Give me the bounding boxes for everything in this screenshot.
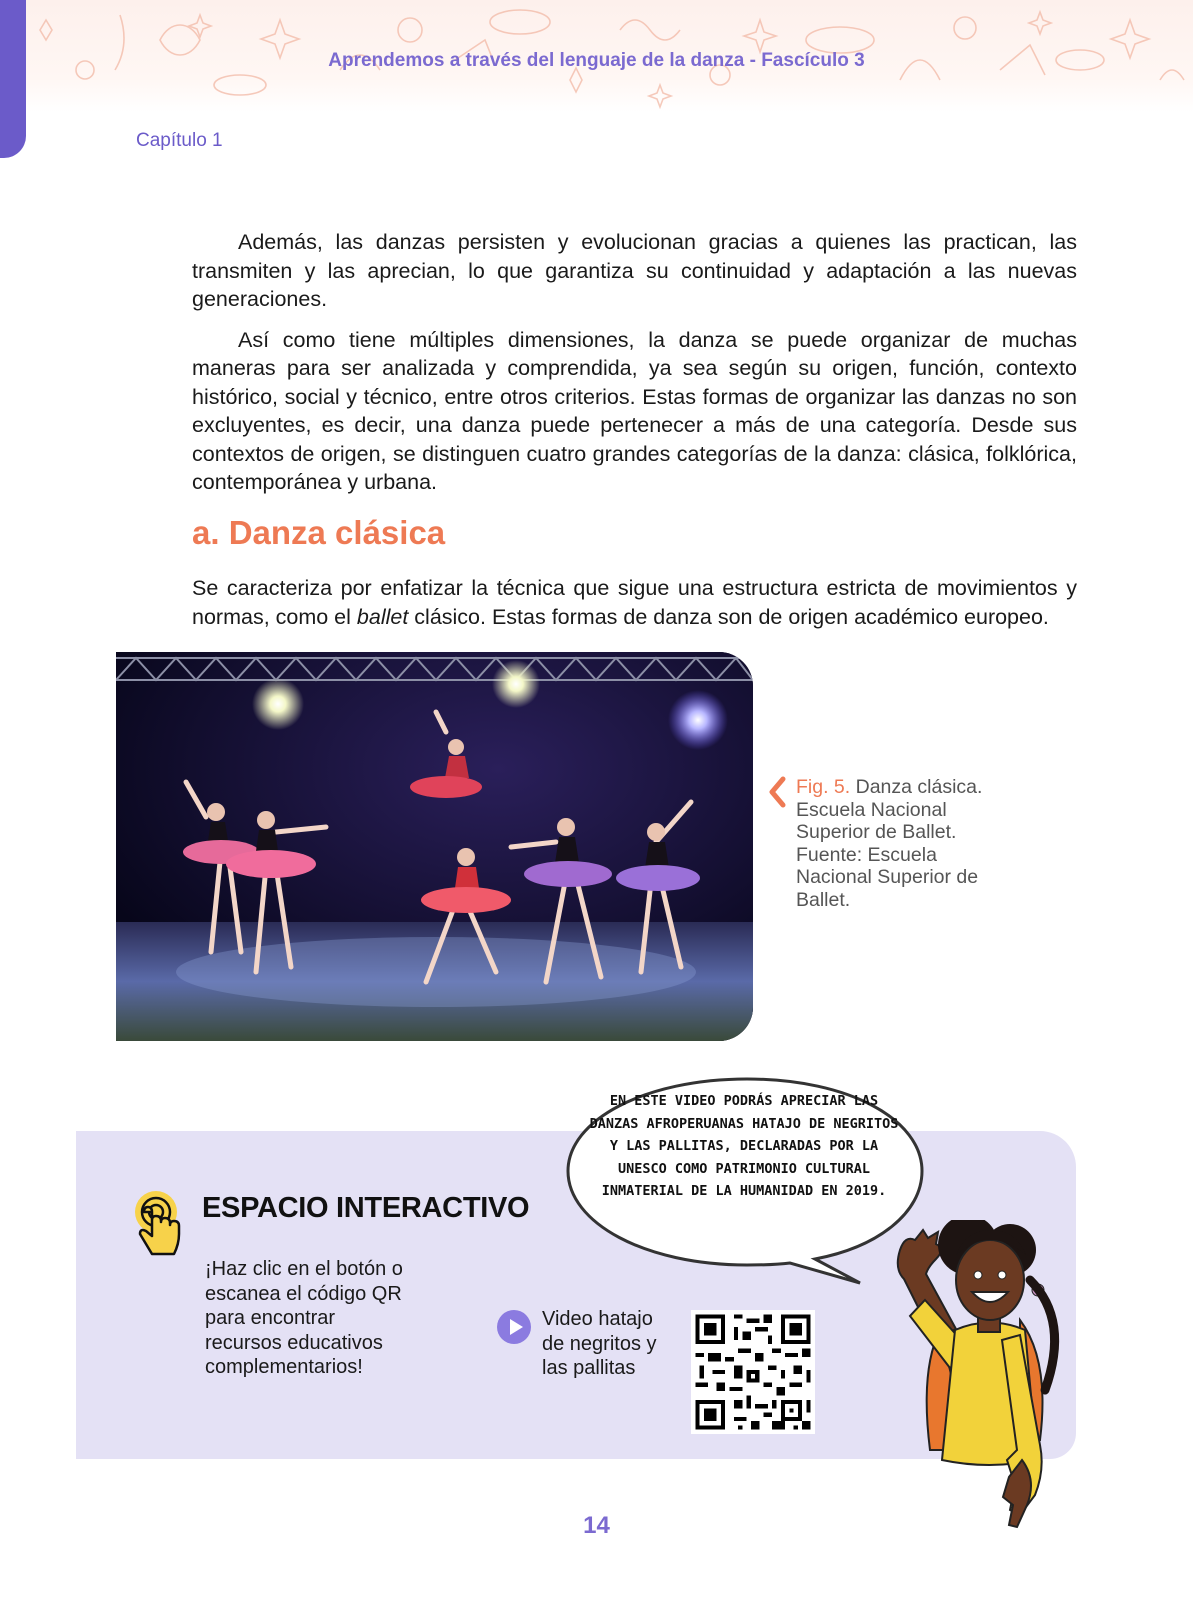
header-title: Aprendemos a través del lenguaje de la danza - Fascículo 3	[328, 50, 865, 71]
section-heading: a. Danza clásica	[192, 514, 446, 551]
header-band	[0, 0, 1193, 112]
caption-chevron-icon	[768, 776, 786, 808]
section-body	[192, 574, 1077, 631]
chapter-label: Capítulo 1	[136, 130, 223, 151]
page-number: 14	[583, 1512, 610, 1539]
ballet-photo	[116, 652, 753, 1041]
figure-caption-text: Danza clásica. Escuela Nacional Superior de Ballet. Fuente: Escuela Nacional Superior de Ballet.	[796, 776, 983, 911]
body-text	[192, 228, 1077, 509]
section-body-text-end: clásico. Estas formas de danza son de origen académico europeo.	[408, 604, 1049, 629]
chapter-tab	[0, 0, 26, 158]
speech-bubble-text: EN ESTE VIDEO PODRÁS APRECIAR LAS DANZAS AFROPERUANAS HATAJO DE NEGRITOS Y LAS PALLITAS, DECLARADAS POR LA UNESCO COMO PATRIMONIO CULTURAL INMATERIAL DE LA HUMANIDAD EN 2019.	[589, 1093, 899, 1199]
figure-caption	[796, 776, 996, 911]
figure-label: Fig. 5.	[796, 776, 851, 798]
girl-character-illustration	[860, 1220, 1080, 1530]
video-link-label[interactable]: Video hatajo de negritos y las pallitas	[542, 1308, 657, 1379]
section-body-text: Se caracteriza por enfatizar la técnica que sigue una estructura estricta de movimientos y normas, como el	[192, 576, 1077, 629]
qr-code[interactable]	[691, 1310, 815, 1434]
play-video-button[interactable]	[497, 1310, 531, 1344]
interactive-description: ¡Haz clic en el botón o escanea el código QR para encontrar recursos educativos complementarios!	[205, 1258, 403, 1378]
section-body-italic: ballet	[356, 604, 409, 629]
interactive-title: ESPACIO INTERACTIVO	[202, 1192, 530, 1224]
paragraph: Además, las danzas persisten y evolucionan gracias a quienes las practican, las transmiten y las aprecian, lo que garantiza su continuidad y adaptación a las nuevas generaciones.	[192, 230, 1077, 311]
ballet-photo-illustration	[116, 652, 753, 1041]
paragraph: Así como tiene múltiples dimensiones, la danza se puede organizar de muchas maneras para ser analizada y comprendida, ya sea según su origen, función, contexto histórico, social y técnico, entre otros criterios. Estas formas de organizar las danzas no son excluyentes, es decir, una danza puede pertenecer a más de una categoría. Desde sus contextos de origen, se distinguen cuatro grandes categorías de la danza: clásica, folklórica, contemporánea y urbana.	[192, 327, 1077, 494]
hand-click-icon	[128, 1190, 186, 1262]
